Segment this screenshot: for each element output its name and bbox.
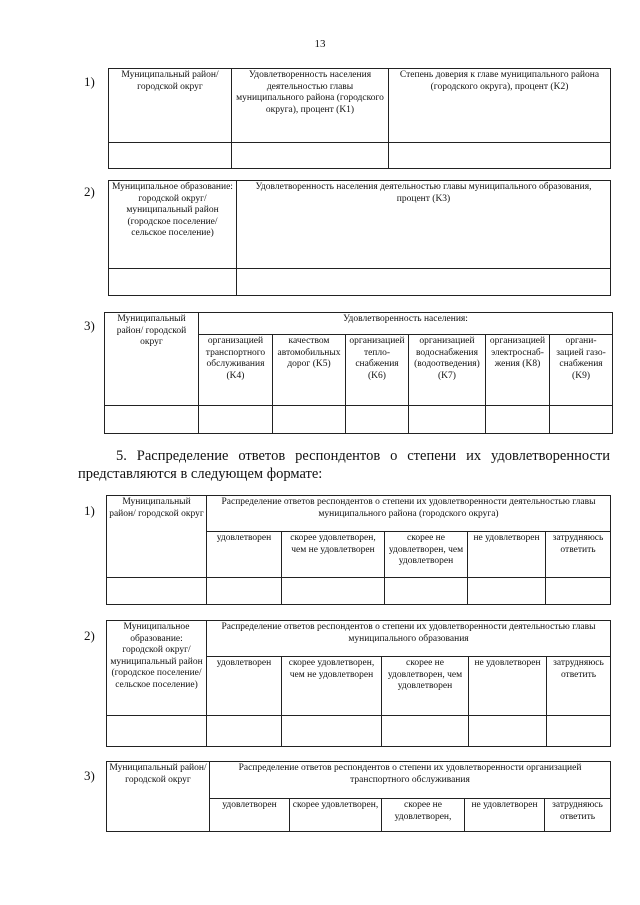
t5-col-rather-unsatisfied: скорее не удовлетворен, чем удовлетворен xyxy=(382,657,469,716)
t3-header-satisfaction: Удовлетворенность населения: xyxy=(199,313,613,335)
t3-col-gas: органи-зацией газо-снабжения (K9) xyxy=(550,335,613,406)
t4-header-distribution: Распределение ответов респондентов о степени их удовлетворенности деятельностью главы муниципального района (городского округа) xyxy=(207,496,611,532)
t6-col-satisfied: удовлетворен xyxy=(210,799,290,832)
page-number: 13 xyxy=(314,38,326,50)
table-6 xyxy=(106,761,611,832)
t5-header-municipality: Муниципальное образование: городской округ/ муниципальный район (городское поселение/сельское поселение) xyxy=(107,621,207,716)
t3-col-transport: организацией транспортного обслуживания (K4) xyxy=(199,335,273,406)
t5-cell xyxy=(207,716,282,747)
t3-col-roads: качеством автомобильных дорог (K5) xyxy=(273,335,346,406)
t3-col-electricity: организацией электроснаб-жения (K8) xyxy=(486,335,550,406)
t5-col-unsatisfied: не удовлетворен xyxy=(469,657,547,716)
table-1 xyxy=(108,68,611,169)
t1-header-trust: Степень доверия к главе муниципального района (городского округа), процент (K2) xyxy=(389,69,611,143)
t5-cell xyxy=(469,716,547,747)
t3-cell xyxy=(486,406,550,434)
t6-col-undecided: затрудняюсь ответить xyxy=(545,799,611,832)
t5-cell xyxy=(547,716,611,747)
t4-cell xyxy=(207,578,282,605)
t5-header-distribution: Распределение ответов респондентов о степени их удовлетворенности деятельностью главы муниципального образования xyxy=(207,621,611,657)
t3-cell xyxy=(199,406,273,434)
t3-cell xyxy=(550,406,613,434)
t2-cell xyxy=(237,269,611,296)
t6-col-rather-unsatisfied: скорее не удовлетворен, xyxy=(382,799,465,832)
table-3 xyxy=(104,312,613,434)
t4-cell xyxy=(282,578,385,605)
t5-col-rather-satisfied: скорее удовлетворен, чем не удовлетворен xyxy=(282,657,382,716)
t4-cell xyxy=(385,578,468,605)
t1-cell xyxy=(109,143,232,169)
table-5 xyxy=(106,620,611,747)
table-5-label: 2) xyxy=(84,628,95,643)
table-2-label: 2) xyxy=(84,184,95,199)
t6-col-unsatisfied: не удовлетворен xyxy=(465,799,545,832)
t6-col-rather-satisfied: скорее удовлетворен, xyxy=(290,799,382,832)
paragraph-line-2: представляются в следующем формате: xyxy=(78,466,323,482)
t3-cell xyxy=(105,406,199,434)
t1-header-municipality: Муниципальный район/ городской округ xyxy=(109,69,232,143)
table-2 xyxy=(108,180,611,296)
t2-header-municipality: Муниципальное образование: городской округ/муниципальный район (городское поселение/сельское поселение) xyxy=(109,181,237,269)
t4-col-satisfied: удовлетворен xyxy=(207,532,282,578)
t1-header-satisfaction: Удовлетворенность населения деятельностью главы муниципального района (городского округа), процент (K1) xyxy=(232,69,389,143)
t1-cell xyxy=(232,143,389,169)
t4-col-undecided: затрудняюсь ответить xyxy=(546,532,611,578)
t6-header-municipality: Муниципальный район/ городской округ xyxy=(107,762,210,832)
t4-cell xyxy=(468,578,546,605)
t3-col-water: организацией водоснабжения (водоотведения) (K7) xyxy=(409,335,486,406)
t3-cell xyxy=(409,406,486,434)
table-1-label: 1) xyxy=(84,74,95,89)
table-4-label: 1) xyxy=(84,503,95,518)
t2-cell xyxy=(109,269,237,296)
t4-cell xyxy=(546,578,611,605)
t4-col-rather-satisfied: скорее удовлетворен, чем не удовлетворен xyxy=(282,532,385,578)
t5-col-undecided: затрудняюсь ответить xyxy=(547,657,611,716)
t4-cell xyxy=(107,578,207,605)
t4-col-rather-unsatisfied: скорее не удовлетворен, чем удовлетворен xyxy=(385,532,468,578)
t1-cell xyxy=(389,143,611,169)
t5-cell xyxy=(382,716,469,747)
t5-cell xyxy=(107,716,207,747)
t3-cell xyxy=(273,406,346,434)
t5-col-satisfied: удовлетворен xyxy=(207,657,282,716)
paragraph xyxy=(78,447,610,483)
t4-col-unsatisfied: не удовлетворен xyxy=(468,532,546,578)
table-3-label: 3) xyxy=(84,318,95,333)
t3-col-heat: организацией тепло-снабжения (K6) xyxy=(346,335,409,406)
t2-header-satisfaction: Удовлетворенность населения деятельностью главы муниципального образования, процент (K3) xyxy=(237,181,611,269)
paragraph-line-1: 5. Распределение ответов респондентов о степени их удовлетворенности xyxy=(116,448,610,464)
table-6-label: 3) xyxy=(84,768,95,783)
t3-header-municipality: Муниципальный район/ городской округ xyxy=(105,313,199,406)
t4-header-municipality: Муниципальный район/ городской округ xyxy=(107,496,207,578)
t3-cell xyxy=(346,406,409,434)
t5-cell xyxy=(282,716,382,747)
table-4 xyxy=(106,495,611,605)
t6-header-distribution: Распределение ответов респондентов о степени их удовлетворенности организацией транспортного обслуживания xyxy=(210,762,611,799)
